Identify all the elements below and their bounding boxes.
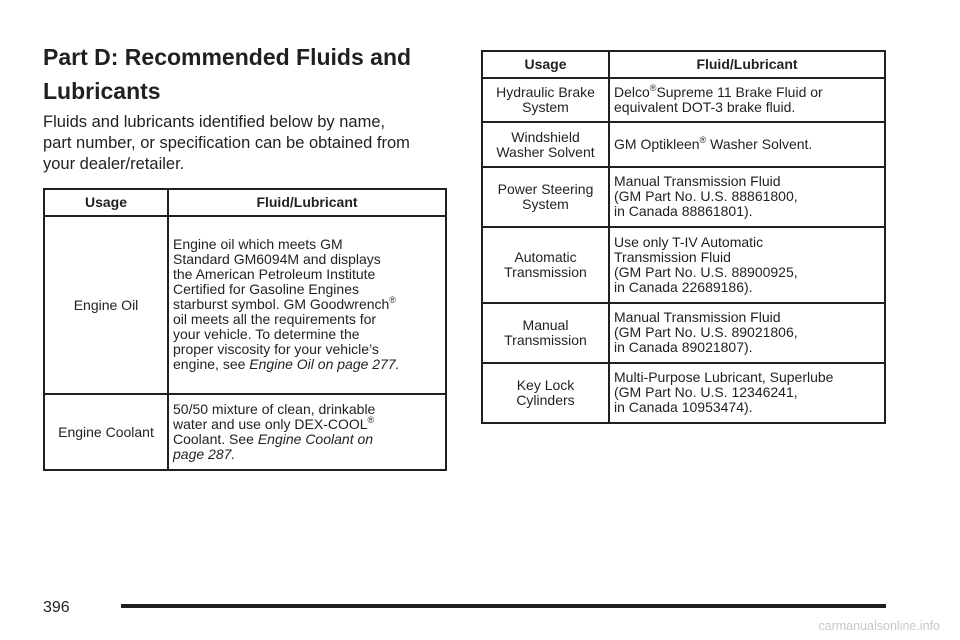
fluid-line: Use only T-IV Automatic (614, 233, 764, 250)
fluid-line: your vehicle. To determine the (173, 326, 360, 342)
usage-line: Cylinders (516, 392, 575, 408)
fluid-line: in Canada 10953474). (614, 399, 753, 415)
fluid-cell (609, 303, 885, 363)
fluid-line: Multi-Purpose Lubricant, Superlube (614, 369, 834, 385)
fluids-table-left (43, 188, 447, 471)
usage-line: Transmission (504, 264, 587, 280)
intro-line-3: your dealer/retailer. (43, 155, 185, 173)
table-header-row (482, 51, 885, 78)
fluid-line: starburst symbol. GM Goodwrench (173, 296, 390, 312)
usage-cell (482, 122, 609, 167)
intro-line-2: part number, or specification can be obtained from (43, 134, 410, 152)
page-reference-link[interactable]: Engine Oil on page 277. (249, 356, 400, 372)
usage-line: Key Lock (516, 377, 575, 393)
registered-mark: ® (367, 414, 375, 425)
page-reference-link[interactable]: page 287. (173, 445, 236, 462)
title-line-2: Lubricants (43, 78, 161, 104)
registered-mark: ® (649, 82, 657, 93)
column-header-usage: Usage (482, 51, 609, 78)
page-title (43, 40, 443, 108)
table-row (44, 216, 446, 394)
fluid-line: Manual Transmission Fluid (614, 173, 781, 189)
usage-line: Manual (522, 317, 569, 333)
table-row (482, 303, 885, 363)
fluid-line: (GM Part No. U.S. 88900925, (614, 263, 798, 280)
fluid-line: in Canada 22689186). (614, 278, 753, 295)
usage-line: Automatic (514, 249, 577, 265)
usage-cell (482, 227, 609, 303)
fluid-line: 50/50 mixture of clean, drinkable (173, 400, 376, 417)
fluid-cell (609, 122, 885, 167)
fluid-cell (609, 78, 885, 122)
fluids-table-right (481, 50, 886, 424)
registered-mark: ® (389, 295, 396, 305)
usage-cell: Engine Coolant (44, 394, 168, 470)
table-row (482, 78, 885, 122)
table-row (482, 167, 885, 227)
fluid-line: equivalent DOT-3 brake fluid. (614, 98, 796, 115)
usage-line: Transmission (504, 332, 587, 348)
fluid-line: in Canada 88861801). (614, 203, 753, 219)
table-row (482, 227, 885, 303)
usage-line: Power Steering (497, 181, 594, 197)
fluid-cell (609, 363, 885, 423)
fluid-line: Coolant. See (173, 430, 258, 447)
table-row (44, 394, 446, 470)
usage-line: Windshield (511, 128, 580, 145)
fluid-line: proper viscosity for your vehicle’s (173, 341, 379, 357)
fluid-line: GM Optikleen (614, 135, 700, 152)
table-row (482, 122, 885, 167)
registered-mark: ® (699, 134, 707, 145)
footer-divider (121, 604, 886, 608)
title-line-1: Part D: Recommended Fluids and (43, 44, 412, 70)
usage-cell (482, 363, 609, 423)
fluid-cell (168, 216, 446, 394)
fluid-line: Delco (614, 83, 650, 100)
fluid-line: Transmission Fluid (614, 248, 731, 265)
usage-line: Hydraulic Brake (496, 84, 595, 100)
column-header-fluid: Fluid/Lubricant (609, 51, 885, 78)
fluid-line: (GM Part No. U.S. 88861800, (614, 188, 798, 204)
usage-cell (482, 78, 609, 122)
usage-line: Washer Solvent (496, 143, 595, 160)
usage-cell (482, 167, 609, 227)
fluid-cell (609, 227, 885, 303)
fluid-line: (GM Part No. U.S. 12346241, (614, 384, 798, 400)
usage-cell: Engine Oil (44, 216, 168, 394)
fluid-line: water and use only DEX-COOL (173, 415, 368, 432)
site-watermark: carmanualsonline.info (818, 619, 940, 633)
intro-line-1: Fluids and lubricants identified below by name, (43, 113, 386, 131)
column-header-usage: Usage (44, 189, 168, 216)
fluid-line: Engine oil which meets GM (173, 236, 343, 252)
usage-line: System (522, 196, 569, 212)
fluid-line: oil meets all the requirements for (173, 311, 377, 327)
fluid-cell (168, 394, 446, 470)
column-header-fluid: Fluid/Lubricant (168, 189, 446, 216)
page-number: 396 (43, 599, 70, 616)
intro-paragraph (43, 112, 453, 175)
fluid-line: engine, see (173, 356, 250, 372)
table-row (482, 363, 885, 423)
fluid-line: in Canada 89021807). (614, 339, 753, 355)
usage-cell (482, 303, 609, 363)
fluid-line: Standard GM6094M and displays (173, 251, 381, 267)
fluid-line: Washer Solvent. (706, 135, 813, 152)
fluid-line: Supreme 11 Brake Fluid or (656, 83, 823, 100)
fluid-line: Certified for Gasoline Engines (173, 281, 359, 297)
fluid-line: the American Petroleum Institute (173, 266, 376, 282)
usage-line: System (522, 99, 569, 115)
fluid-cell (609, 167, 885, 227)
page-reference-link[interactable]: Engine Coolant on (257, 430, 374, 447)
fluid-line: (GM Part No. U.S. 89021806, (614, 324, 798, 340)
table-header-row (44, 189, 446, 216)
fluid-line: Manual Transmission Fluid (614, 309, 781, 325)
